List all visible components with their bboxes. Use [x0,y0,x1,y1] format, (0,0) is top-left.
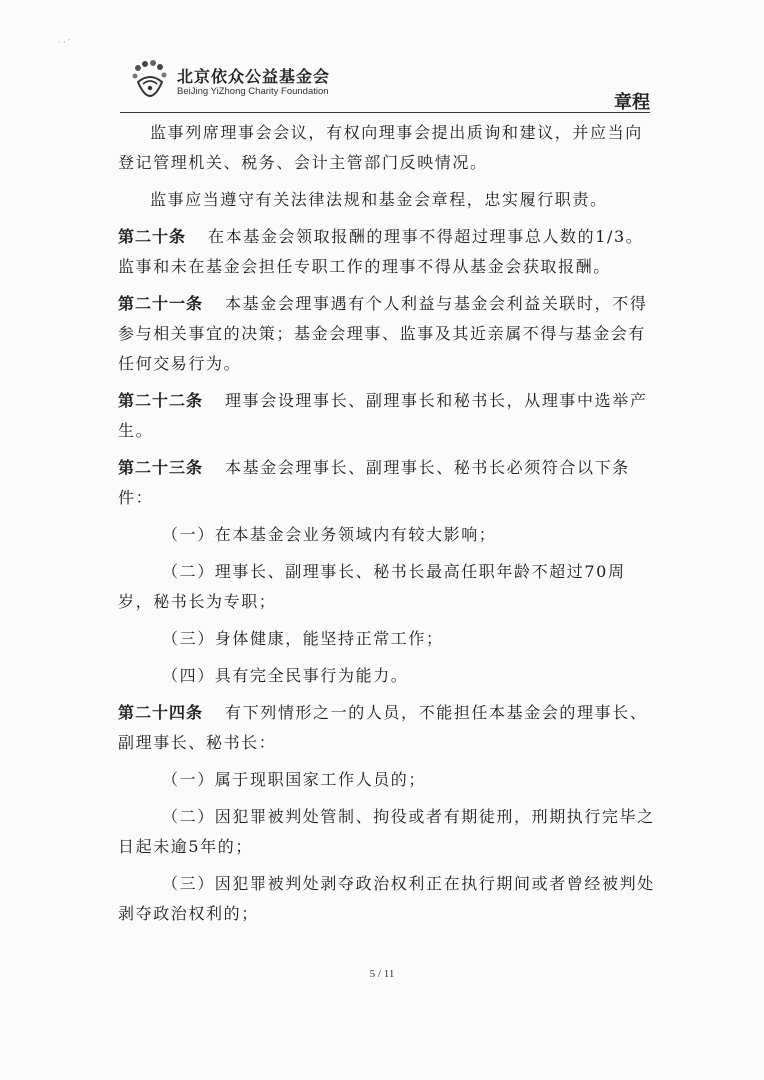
list-item: （二）理事长、副理事长、秘书长最高任职年龄不超过70周岁，秘书长为专职； [118,562,626,611]
article-number: 第二十条 [118,227,187,246]
article-number: 第二十四条 [118,703,204,722]
document-body [118,118,656,929]
page-number: 5 / 11 [369,968,395,980]
header-divider [120,112,650,113]
article-20: 第二十条 在本基金会领取报酬的理事不得超过理事总人数的1/3。监事和未在基金会担任专职工作的理事不得从基金会获取报酬。 [118,227,644,276]
article-21: 第二十一条 本基金会理事遇有个人利益与基金会利益关联时，不得参与相关事宜的决策；基金会理事、监事及其近亲属不得与基金会有任何交易行为。 [118,294,648,373]
paragraph: 监事列席理事会会议，有权向理事会提出质询和建议，并应当向登记管理机关、税务、会计主管部门反映情况。 [118,123,643,172]
article-23: 第二十三条 本基金会理事长、副理事长、秘书长必须符合以下条件： [118,458,630,507]
list-item: （一）属于现职国家工作人员的； [162,770,427,789]
scan-specks: · · ′ [58,38,70,47]
article-number: 第二十一条 [118,294,204,313]
article-22: 第二十二条 理事会设理事长、副理事长和秘书长，从理事中选举产生。 [118,391,648,440]
list-item: （三）身体健康，能坚持正常工作； [162,629,444,648]
article-number: 第二十二条 [118,391,204,410]
list-item: （四）具有完全民事行为能力。 [162,666,409,685]
list-item: （三）因犯罪被判处剥夺政治权利正在执行期间或者曾经被判处剥夺政治权利的； [118,874,655,923]
paragraph: 监事应当遵守有关法律法规和基金会章程，忠实履行职责。 [150,190,608,209]
list-item: （一）在本基金会业务领域内有较大影响； [162,525,497,544]
article-24: 第二十四条 有下列情形之一的人员，不能担任本基金会的理事长、副理事长、秘书长： [118,703,648,752]
org-name-cn: 北京依众公益基金会 [177,67,331,86]
list-item: （二）因犯罪被判处管制、拘役或者有期徒刑，刑期执行完毕之日起未逾5年的； [118,807,655,856]
org-name-en: BeiJing YiZhong Charity Foundation [177,86,329,97]
article-number: 第二十三条 [118,458,204,477]
foundation-logo-icon [130,58,170,98]
doc-type-label: 章程 [614,92,650,113]
